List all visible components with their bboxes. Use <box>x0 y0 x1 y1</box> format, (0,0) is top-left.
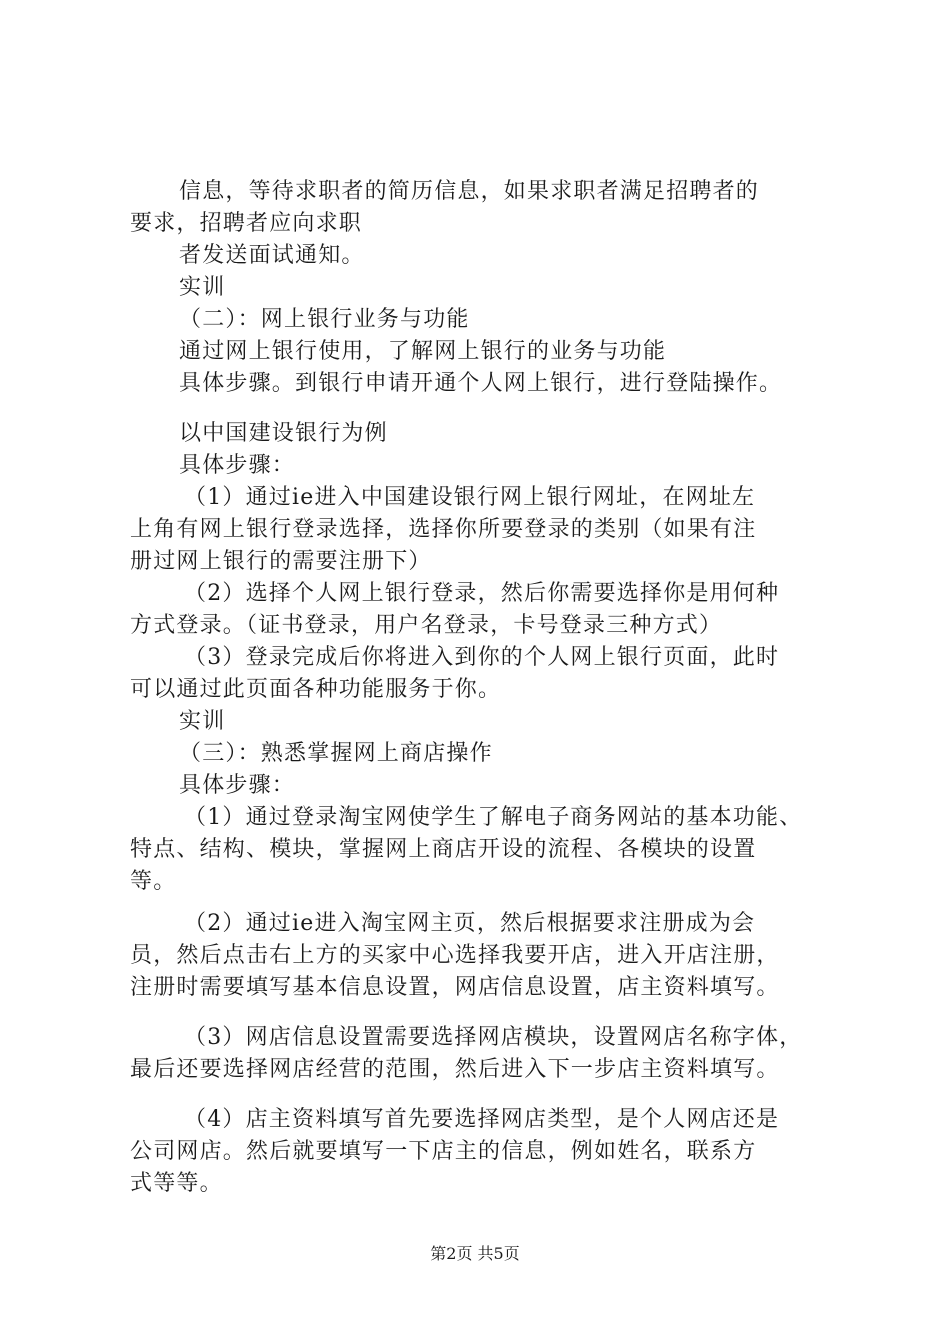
step-line: 式等等。 <box>130 1171 223 1196</box>
document-body <box>130 176 835 1200</box>
step-line: （1）通过ie进入中国建设银行网上银行网址，在网址左 <box>184 485 756 510</box>
step-line: 特点、结构、模块，掌握网上商店开设的流程、各模块的设置 <box>130 837 757 862</box>
step-line: 等。 <box>130 869 177 894</box>
paragraph-line: 要求，招聘者应向求职 <box>130 211 363 236</box>
step-line: 注册时需要填写基本信息设置，网店信息设置，店主资料填写。 <box>130 975 780 1000</box>
paragraph-line: 者发送面试通知。 <box>179 243 365 268</box>
section-label: 实训 <box>179 709 226 734</box>
step-line: 公司网店。然后就要填写一下店主的信息，例如姓名，联系方 <box>130 1139 757 1164</box>
section-heading: （二）：网上银行业务与功能 <box>179 307 470 332</box>
step-line: （2）通过ie进入淘宝网主页，然后根据要求注册成为会 <box>184 911 756 936</box>
page-number-footer: 第2页 共5页 <box>430 1244 520 1263</box>
step-line: （2）选择个人网上银行登录，然后你需要选择你是用何种 <box>184 581 780 606</box>
steps-heading: 具体步骤： <box>179 773 296 798</box>
step-line: 可以通过此页面各种功能服务于你。 <box>130 677 502 702</box>
step-line: （3）登录完成后你将进入到你的个人网上银行页面，此时 <box>184 645 780 670</box>
step-line: 方式登录。（证书登录，用户名登录，卡号登录三种方式） <box>130 613 723 638</box>
step-line: 最后还要选择网店经营的范围，然后进入下一步店主资料填写。 <box>130 1057 780 1082</box>
section-label: 实训 <box>179 275 226 300</box>
step-line: 上角有网上银行登录选择，选择你所要登录的类别（如果有注 <box>130 517 757 542</box>
paragraph-line: 通过网上银行使用，了解网上银行的业务与功能 <box>179 339 667 364</box>
section-heading: （三）：熟悉掌握网上商店操作 <box>179 741 493 766</box>
paragraph-line: 以中国建设银行为例 <box>179 421 388 446</box>
paragraph-line: 具体步骤。到银行申请开通个人网上银行，进行登陆操作。 <box>179 371 783 396</box>
step-line: 员，然后点击右上方的买家中心选择我要开店，进入开店注册， <box>130 943 780 968</box>
step-line: 册过网上银行的需要注册下） <box>130 549 432 574</box>
paragraph-line: 信息，等待求职者的简历信息，如果求职者满足招聘者的 <box>179 179 760 204</box>
steps-heading: 具体步骤： <box>179 453 296 478</box>
step-line: （4）店主资料填写首先要选择网店类型，是个人网店还是 <box>184 1107 780 1132</box>
step-line: （1）通过登录淘宝网使学生了解电子商务网站的基本功能、 <box>184 805 803 830</box>
step-line: （3）网店信息设置需要选择网店模块，设置网店名称字体， <box>184 1025 803 1050</box>
